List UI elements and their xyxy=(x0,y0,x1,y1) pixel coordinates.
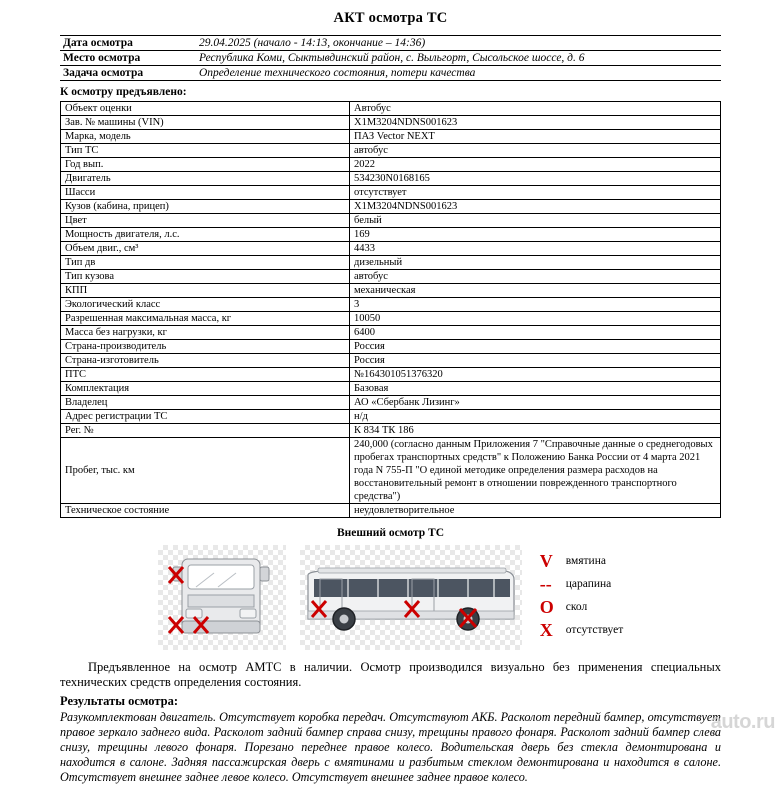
spec-value: 169 xyxy=(350,228,721,242)
table-row xyxy=(61,270,721,284)
legend-label: царапина xyxy=(565,577,612,590)
meta-value-date: 29.04.2025 (начало - 14:13, окончание – 14:36) xyxy=(196,36,721,51)
spec-value: X1M3204NDNS001623 xyxy=(350,200,721,214)
spec-key: Экологический класс xyxy=(61,298,350,312)
spec-value: 3 xyxy=(350,298,721,312)
spec-key: Тип кузова xyxy=(61,270,350,284)
spec-value: отсутствует xyxy=(350,186,721,200)
spec-value: н/д xyxy=(350,410,721,424)
specification-table xyxy=(60,101,721,518)
spec-value: автобус xyxy=(350,270,721,284)
spec-key: Техническое состояние xyxy=(61,504,350,518)
spec-key: Шасси xyxy=(61,186,350,200)
spec-value: дизельный xyxy=(350,256,721,270)
table-row xyxy=(61,172,721,186)
watermark xyxy=(711,711,775,734)
table-row xyxy=(61,158,721,172)
legend-item-scratch xyxy=(540,572,624,595)
spec-key: Цвет xyxy=(61,214,350,228)
legend-item-dent xyxy=(540,549,624,572)
table-row xyxy=(61,144,721,158)
document-page xyxy=(0,10,781,784)
table-row xyxy=(61,242,721,256)
spec-key: Мощность двигателя, л.с. xyxy=(61,228,350,242)
table-row xyxy=(61,354,721,368)
legend-item-chip xyxy=(540,595,624,618)
spec-value: Автобус xyxy=(350,102,721,116)
table-row xyxy=(61,256,721,270)
meta-label-place: Место осмотра xyxy=(60,51,196,66)
legend-mark-v-icon: V xyxy=(539,550,553,571)
spec-key: ПТС xyxy=(61,368,350,382)
spec-key: Тип ТС xyxy=(61,144,350,158)
bus-side-diagram xyxy=(300,545,522,650)
spec-key: Владелец xyxy=(61,396,350,410)
spec-value: механическая xyxy=(350,284,721,298)
spec-value: ПАЗ Vector NEXT xyxy=(350,130,721,144)
spec-key: Страна-производитель xyxy=(61,340,350,354)
table-row xyxy=(60,66,721,81)
table-row xyxy=(61,396,721,410)
meta-label-task: Задача осмотра xyxy=(60,66,196,81)
spec-value: 10050 xyxy=(350,312,721,326)
spec-key: Тип дв xyxy=(61,256,350,270)
spec-value-mileage: 240,000 (согласно данным Приложения 7 "Справочные данные о среднегодовых пробегах транспортных средств" к Положению Банка России от 4 марта 2021 года N 755-П "О единой методике определения размера расходов на восстановительный ремонт в отношении поврежденного транспортного средства") xyxy=(350,438,721,504)
meta-table xyxy=(60,35,721,81)
damage-legend xyxy=(536,545,624,641)
spec-value: неудовлетворительное xyxy=(350,504,721,518)
table-row xyxy=(61,382,721,396)
spec-value: 4433 xyxy=(350,242,721,256)
spec-key: Марка, модель xyxy=(61,130,350,144)
table-row xyxy=(61,214,721,228)
inspection-paragraph: Предъявленное на осмотр АМТС в наличии. Осмотр производился визуально без применения специальных технических средств определения состояния. xyxy=(60,660,721,689)
table-row xyxy=(61,424,721,438)
spec-key: Адрес регистрации ТС xyxy=(61,410,350,424)
spec-value: К 834 ТК 186 xyxy=(350,424,721,438)
table-row xyxy=(61,284,721,298)
table-row xyxy=(60,51,721,66)
spec-key: Страна-изготовитель xyxy=(61,354,350,368)
spec-value: Россия xyxy=(350,354,721,368)
table-row xyxy=(61,186,721,200)
spec-key: Зав. № машины (VIN) xyxy=(61,116,350,130)
spec-key: Разрешенная максимальная масса, кг xyxy=(61,312,350,326)
spec-value: №164301051376320 xyxy=(350,368,721,382)
spec-key: Год вып. xyxy=(61,158,350,172)
legend-label: скол xyxy=(565,600,588,613)
spec-key: Объект оценки xyxy=(61,102,350,116)
spec-key: Двигатель xyxy=(61,172,350,186)
spec-key: Масса без нагрузки, кг xyxy=(61,326,350,340)
legend-label: отсутствует xyxy=(565,623,624,636)
table-row xyxy=(60,36,721,51)
watermark-text: auto.ru xyxy=(710,711,775,733)
spec-value: 6400 xyxy=(350,326,721,340)
results-label: Результаты осмотра: xyxy=(60,694,178,708)
table-row xyxy=(61,326,721,340)
table-row xyxy=(61,438,721,504)
spec-key: Кузов (кабина, прицеп) xyxy=(61,200,350,214)
spec-value: 534230N0168165 xyxy=(350,172,721,186)
external-inspection-block xyxy=(60,545,721,650)
page-title: АКТ осмотра ТС xyxy=(333,10,448,26)
meta-label-date: Дата осмотра xyxy=(60,36,196,51)
table-row xyxy=(61,130,721,144)
spec-key: Пробег, тыс. км xyxy=(61,438,350,504)
spec-key: КПП xyxy=(61,284,350,298)
spec-value: белый xyxy=(350,214,721,228)
meta-value-place: Республика Коми, Сыктывдинский район, с. Выльгорт, Сысольское шоссе, д. 6 xyxy=(196,51,721,66)
spec-key: Объем двиг., см³ xyxy=(61,242,350,256)
spec-value: Россия xyxy=(350,340,721,354)
spec-key: Рег. № xyxy=(61,424,350,438)
spec-value: X1M3204NDNS001623 xyxy=(350,116,721,130)
table-row xyxy=(61,298,721,312)
bus-front-view-image xyxy=(158,545,286,650)
spec-value: автобус xyxy=(350,144,721,158)
table-row xyxy=(61,102,721,116)
legend-label: вмятина xyxy=(565,554,606,567)
table-row xyxy=(61,312,721,326)
table-row xyxy=(61,504,721,518)
legend-mark-o-icon: O xyxy=(539,596,554,617)
table-row xyxy=(61,228,721,242)
results-text: Разукомплектован двигатель. Отсутствует коробка передач. Отсутствуют АКБ. Расколот передний бампер, отсутствует правое зеркало заднего вида. Расколот задний бампер справа снизу, трещины правого фонаря. Расколот задний бампер слева снизу, трещины левого фонаря. Порезано переднее правое колесо. Водительская дверь без стекла демонтирована и находится в салоне. Задняя пассажирская дверь с вмятинами и разбитым стеклом демонтирована и находится в салоне. Отсутствует внешнее заднее левое колесо. Отсутствует внешнее заднее правое колесо. xyxy=(60,710,721,784)
table-row xyxy=(61,340,721,354)
table-row xyxy=(61,368,721,382)
table-row xyxy=(61,200,721,214)
table-row xyxy=(61,116,721,130)
legend-item-missing xyxy=(540,618,624,641)
spec-key: Комплектация xyxy=(61,382,350,396)
spec-value: 2022 xyxy=(350,158,721,172)
bus-front-diagram xyxy=(158,545,286,650)
spec-value: Базовая xyxy=(350,382,721,396)
table-row xyxy=(61,410,721,424)
meta-value-task: Определение технического состояния, потери качества xyxy=(196,66,721,81)
presented-label: К осмотру предъявлено: xyxy=(60,86,187,98)
bus-side-view-image xyxy=(300,545,522,650)
legend-mark-x-icon: X xyxy=(539,619,553,640)
external-inspection-title: Внешний осмотр ТС xyxy=(336,527,445,539)
spec-value: АО «Сбербанк Лизинг» xyxy=(350,396,721,410)
legend-mark-dash-icon: -- xyxy=(539,573,552,594)
